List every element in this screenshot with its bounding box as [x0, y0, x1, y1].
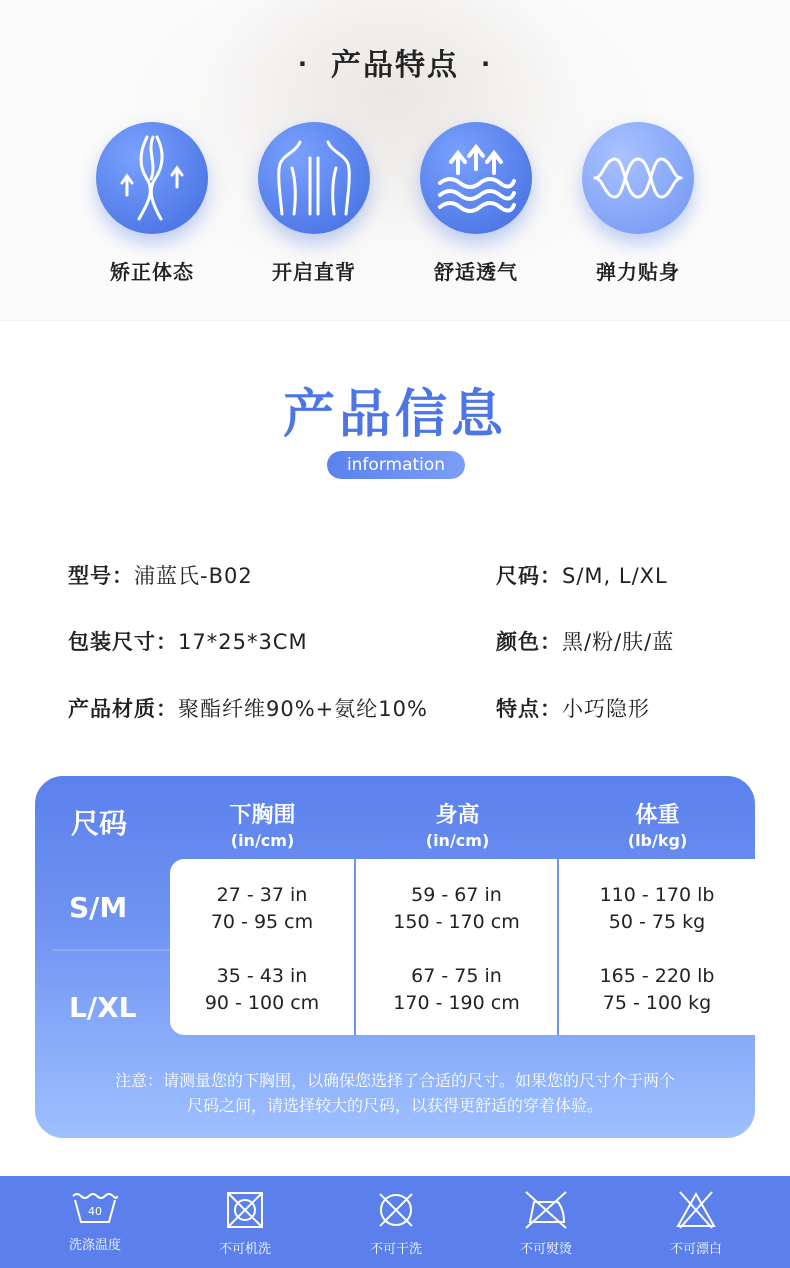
feature-item [568, 122, 708, 285]
table-cell: 165 - 220 lb 75 - 100 kg [599, 965, 715, 1014]
col-header-weight: 体重 (lb/kg) [627, 803, 688, 850]
feature-label: 弹力贴身 [596, 260, 680, 284]
care-label: 不可干洗 [369, 1242, 422, 1257]
spec-package: 包装尺寸：17*25*3CM [68, 630, 308, 654]
care-instructions-bar [0, 1176, 790, 1268]
feature-item [406, 122, 546, 285]
size-note: 注意：请测量您的下胸围，以确保您选择了合适的尺寸。如果您的尺寸介于两个 尺码之间，请选择较大的尺码，以获得更舒适的穿着体验。 [114, 1071, 675, 1115]
table-cell: 67 - 75 in 170 - 190 cm [393, 965, 520, 1014]
spec-model: 型号：浦蓝氏-B02 [68, 564, 253, 588]
size-table-card [35, 776, 755, 1138]
spec-color: 颜色：黑/粉/肤/蓝 [496, 630, 675, 654]
no-machine-wash-icon [225, 1190, 265, 1230]
breathable-icon [420, 122, 532, 234]
care-item [190, 1190, 300, 1257]
row-label-sm: S/M [69, 891, 128, 924]
spec-size: 尺码：S/M, L/XL [496, 564, 668, 588]
size-table-body [170, 859, 755, 1035]
care-item [40, 1190, 150, 1253]
posture-icon [96, 122, 208, 234]
spec-material: 产品材质：聚酯纤维90%+氨纶10% [68, 697, 428, 721]
table-cell: 27 - 37 in 70 - 95 cm [210, 884, 314, 933]
no-bleach-icon [674, 1190, 718, 1230]
care-label: 不可机洗 [218, 1242, 271, 1257]
feature-item [244, 122, 384, 285]
col-header-underbust: 下胸围 (in/cm) [229, 803, 296, 850]
info-subtitle-pill: information [327, 451, 465, 479]
table-cell: 110 - 170 lb 50 - 75 kg [599, 884, 715, 933]
size-table-corner: 尺码 [71, 807, 128, 840]
svg-text:40: 40 [88, 1205, 102, 1218]
elastic-wave-icon [582, 122, 694, 234]
features-title: · 产品特点 · [297, 48, 493, 83]
care-label: 不可漂白 [669, 1242, 722, 1257]
spec-feature: 特点：小巧隐形 [496, 697, 650, 721]
feature-item [82, 122, 222, 285]
care-label: 洗涤温度 [68, 1238, 121, 1253]
care-item [641, 1190, 751, 1257]
row-label-lxl: L/XL [69, 991, 137, 1024]
feature-label: 开启直背 [272, 260, 356, 284]
back-icon [258, 122, 370, 234]
care-item [491, 1190, 601, 1257]
no-iron-icon [524, 1190, 568, 1230]
no-dry-clean-icon [376, 1190, 416, 1230]
feature-label: 舒适透气 [434, 260, 518, 284]
features-title-text: 产品特点 [331, 48, 459, 83]
care-label: 不可熨烫 [519, 1242, 572, 1257]
col-header-height: 身高 (in/cm) [425, 803, 490, 850]
care-item [341, 1190, 451, 1257]
feature-label: 矫正体态 [110, 260, 194, 284]
info-title: 产品信息 [282, 385, 507, 445]
table-cell: 59 - 67 in 150 - 170 cm [393, 884, 520, 933]
table-cell: 35 - 43 in 90 - 100 cm [204, 965, 320, 1014]
wash-40-icon [71, 1190, 119, 1226]
